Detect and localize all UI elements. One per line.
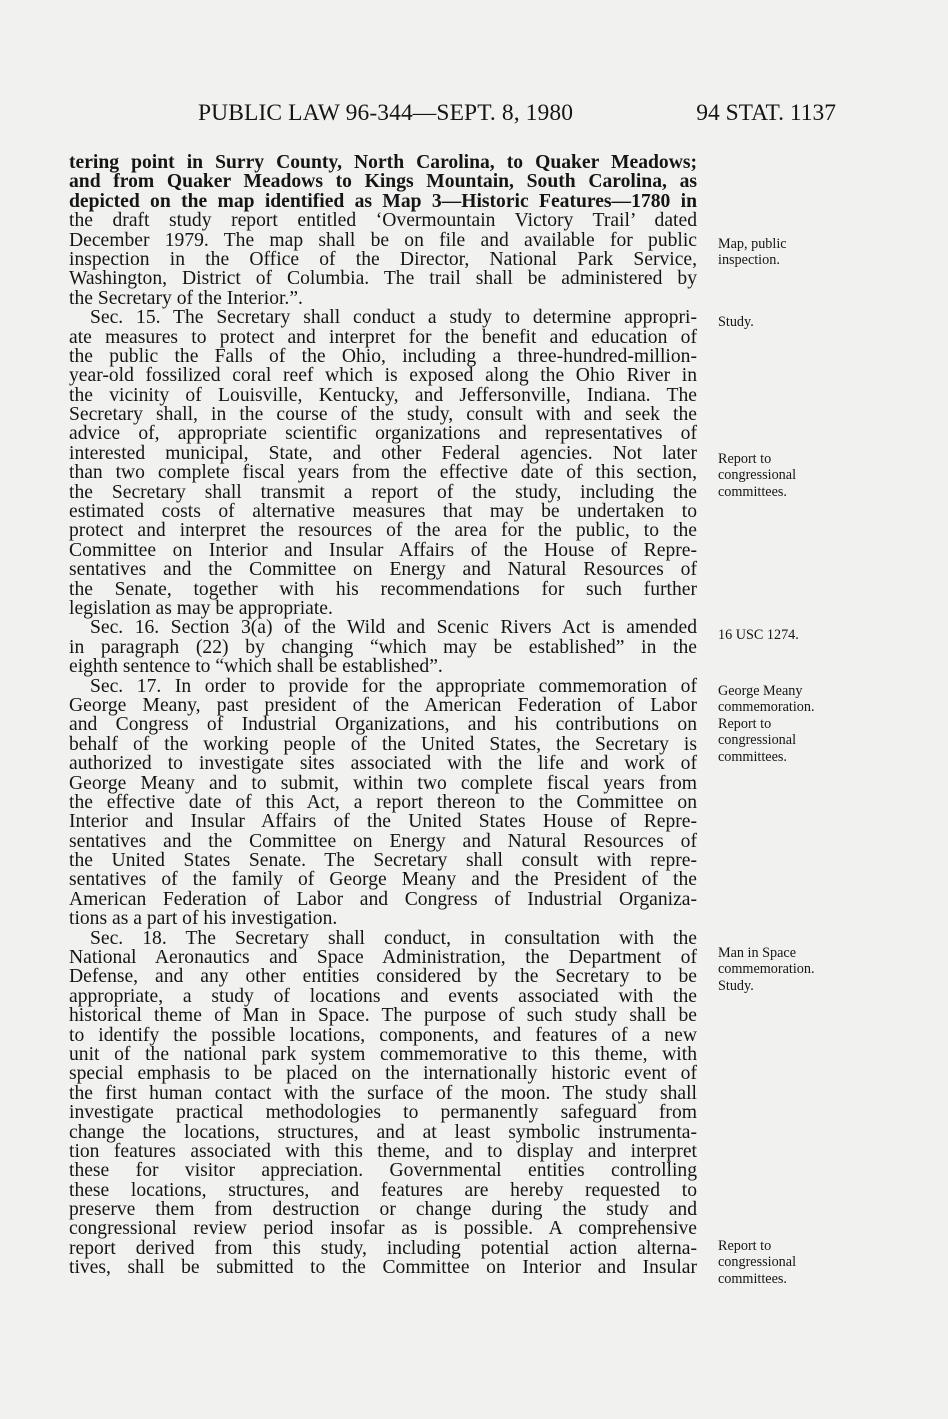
body-text bbox=[69, 153, 697, 1278]
text-line: the public the Falls of the Ohio, including a three-hundred-million- bbox=[69, 345, 697, 367]
text-line: year-old fossilized coral reef which is exposed along the Ohio River in bbox=[69, 365, 697, 387]
text-line: preserve them from destruction or change during the study and bbox=[69, 1199, 697, 1221]
text-line: tering point in Surry County, North Carolina, to Quaker Meadows; bbox=[69, 152, 697, 173]
text-line: in paragraph (22) by changing “which may be established” in the bbox=[69, 636, 697, 658]
text-line: investigate practical methodologies to permanently safeguard from bbox=[69, 1102, 697, 1124]
text-line: advice of, appropriate scientific organizations and representatives of bbox=[69, 423, 697, 445]
text-line: National Aeronautics and Space Administration, the Department of bbox=[69, 947, 697, 969]
text-line: appropriate, a study of locations and events associated with the bbox=[69, 985, 697, 1007]
text-line: depicted on the map identified as Map 3—Historic Features—1780 in bbox=[69, 190, 697, 212]
text-line: these for visitor appreciation. Governmental entities controlling bbox=[69, 1160, 697, 1182]
text-line: change the locations, structures, and at least symbolic instrumenta- bbox=[69, 1121, 697, 1143]
statute-page-number: 94 STAT. 1137 bbox=[696, 100, 836, 126]
text-line: and from Quaker Meadows to Kings Mountain, South Carolina, as bbox=[69, 171, 697, 193]
text-line: and Congress of Industrial Organizations, and his contributions on bbox=[69, 714, 697, 736]
text-line: legislation as may be appropriate. bbox=[69, 597, 333, 619]
margin-note-study: Study. bbox=[718, 314, 754, 330]
text-line: congressional review period insofar as is possible. A comprehensive bbox=[69, 1218, 697, 1240]
section-18-start: Sec. 18. The Secretary shall conduct, in consultation with the bbox=[90, 927, 697, 949]
text-line: protect and interpret the resources of the area for the public, to the bbox=[69, 520, 697, 542]
text-line: historical theme of Man in Space. The purpose of such study shall be bbox=[69, 1005, 697, 1027]
text-line: inspection in the Office of the Director, National Park Service, bbox=[69, 248, 697, 270]
text-line: sentatives and the Committee on Energy and Natural Resources of bbox=[69, 559, 697, 581]
text-line: ate measures to protect and interpret for the benefit and education of bbox=[69, 326, 697, 348]
text-line: Committee on Interior and Insular Affairs of the House of Repre- bbox=[69, 539, 697, 561]
text-line: the United States Senate. The Secretary shall consult with repre- bbox=[69, 850, 697, 872]
text-line: Defense, and any other entities considered by the Secretary to be bbox=[69, 966, 697, 988]
text-line: the first human contact with the surface of the moon. The study shall bbox=[69, 1082, 697, 1104]
section-15-start: Sec. 15. The Secretary shall conduct a study to determine appropri- bbox=[90, 307, 697, 329]
text-line: the Senate, together with his recommendations for such further bbox=[69, 578, 697, 600]
text-line: report derived from this study, including potential action alterna- bbox=[69, 1237, 697, 1259]
text-line: Washington, District of Columbia. The trail shall be administered by bbox=[69, 268, 697, 290]
text-line: George Meany, past president of the American Federation of Labor bbox=[69, 694, 697, 716]
text-line: interested municipal, State, and other Federal agencies. Not later bbox=[69, 442, 697, 464]
text-line: the effective date of this Act, a report thereon to the Committee on bbox=[69, 791, 697, 813]
text-line: these locations, structures, and features are hereby requested to bbox=[69, 1179, 697, 1201]
text-line: tions as a part of his investigation. bbox=[69, 908, 338, 930]
text-line: to identify the possible locations, components, and features of a new bbox=[69, 1024, 697, 1046]
text-line: the draft study report entitled ‘Overmountain Victory Trail’ dated bbox=[69, 210, 697, 232]
page-title: PUBLIC LAW 96-344—SEPT. 8, 1980 bbox=[198, 100, 574, 126]
margin-note-report-to-committees: Report to congressional committees. bbox=[718, 451, 797, 500]
text-line: the vicinity of Louisville, Kentucky, and Jeffersonville, Indiana. The bbox=[69, 384, 697, 406]
text-line: sentatives and the Committee on Energy and Natural Resources of bbox=[69, 830, 697, 852]
margin-note-man-in-space: Man in Space commemoration. Study. bbox=[718, 945, 815, 994]
text-line: the Secretary shall transmit a report of the study, including the bbox=[69, 481, 697, 503]
page-header bbox=[70, 100, 836, 134]
margin-note-george-meany: George Meany commemoration. Report to congressional committees. bbox=[718, 683, 815, 765]
text-line: George Meany and to submit, within two complete fiscal years from bbox=[69, 772, 697, 794]
text-line: December 1979. The map shall be on file and available for public bbox=[69, 229, 697, 251]
section-16-start: Sec. 16. Section 3(a) of the Wild and Scenic Rivers Act is amended bbox=[90, 617, 697, 639]
text-line: estimated costs of alternative measures that may be undertaken to bbox=[69, 501, 697, 523]
text-line: eighth sentence to “which shall be established”. bbox=[69, 656, 443, 678]
text-line: authorized to investigate sites associated with the life and work of bbox=[69, 753, 697, 775]
text-line: Interior and Insular Affairs of the United States House of Repre- bbox=[69, 811, 697, 833]
text-line: tion features associated with this theme, and to display and interpret bbox=[69, 1140, 697, 1162]
text-line: tives, shall be submitted to the Committee on Interior and Insular bbox=[69, 1257, 697, 1279]
text-line: special emphasis to be placed on the internationally historic event of bbox=[69, 1063, 697, 1085]
text-line: the Secretary of the Interior.”. bbox=[69, 287, 303, 309]
text-line: unit of the national park system commemorative to this theme, with bbox=[69, 1043, 697, 1065]
margin-note-report-to-committees-2: Report to congressional committees. bbox=[718, 1238, 797, 1287]
section-17-start: Sec. 17. In order to provide for the appropriate commemoration of bbox=[90, 675, 697, 697]
text-line: sentatives of the family of George Meany and the President of the bbox=[69, 869, 697, 891]
margin-note-map-public-inspection: Map, public inspection. bbox=[718, 236, 787, 269]
text-line: American Federation of Labor and Congress of Industrial Organiza- bbox=[69, 888, 697, 910]
text-line: behalf of the working people of the United States, the Secretary is bbox=[69, 733, 697, 755]
margin-note-usc-citation: 16 USC 1274. bbox=[718, 627, 799, 643]
text-line: Secretary shall, in the course of the study, consult with and seek the bbox=[69, 404, 697, 426]
text-line: than two complete fiscal years from the effective date of this section, bbox=[69, 462, 697, 484]
